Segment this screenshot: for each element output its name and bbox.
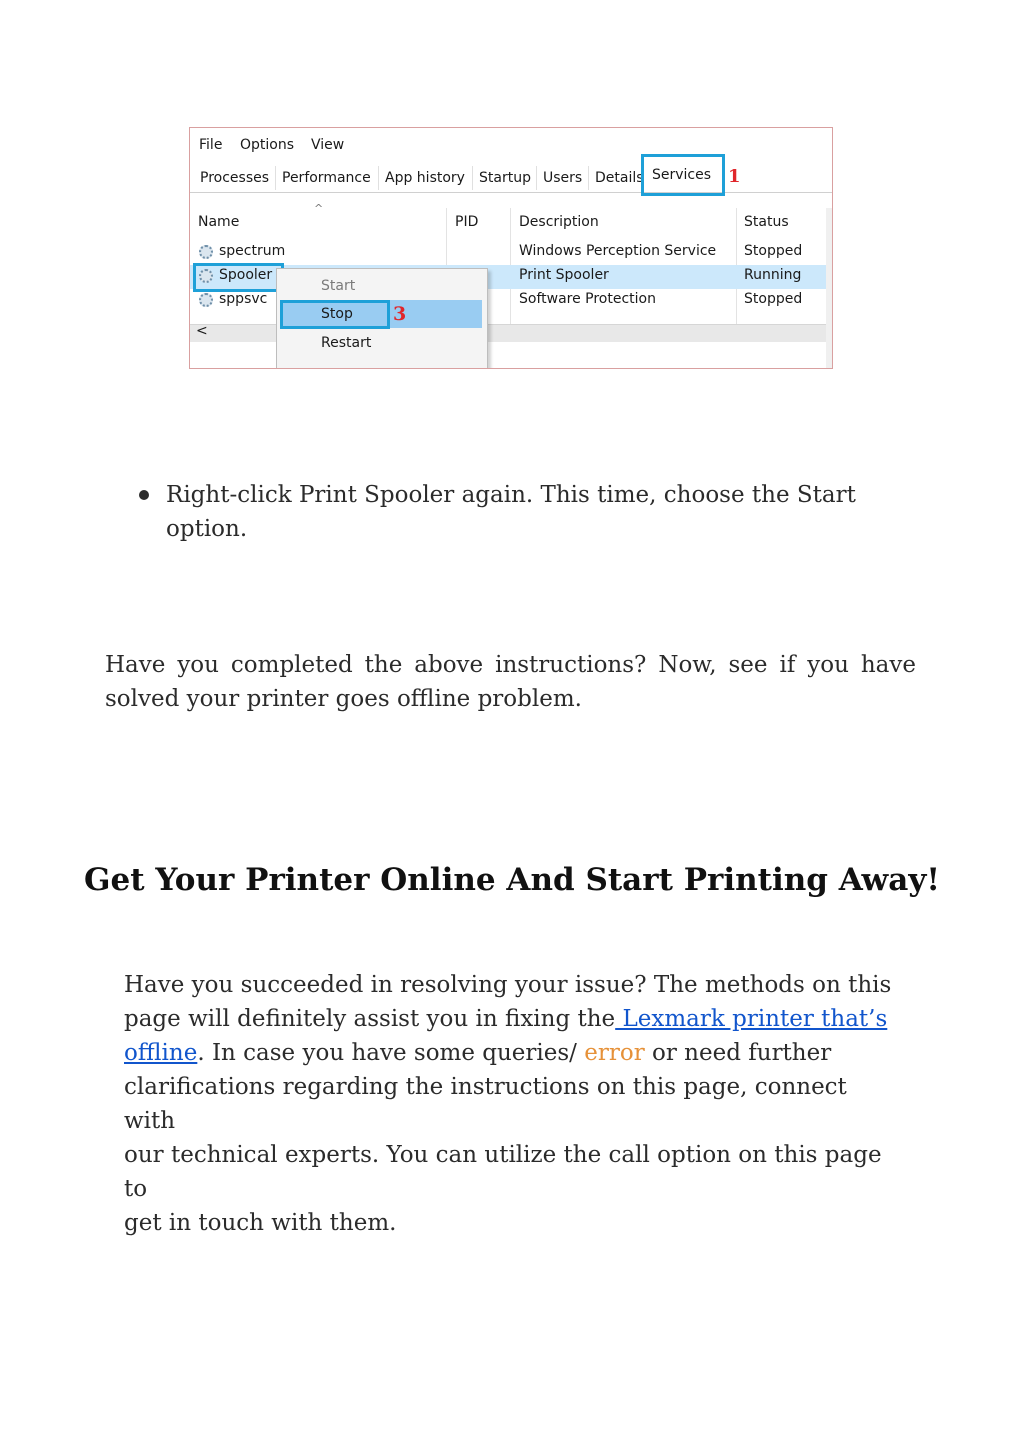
paragraph-completed [105,648,916,716]
paragraph-resolve [124,968,904,1240]
bullet-icon [139,490,149,500]
step-number-3: 3 [393,303,407,325]
stop-highlight [280,300,390,329]
tab-users[interactable]: Users [536,166,588,190]
bullet-line-2: option. [166,516,248,542]
lexmark-offline-link-cont[interactable]: offline [124,1040,198,1066]
menu-file[interactable]: File [199,137,223,153]
menu-bar [190,128,832,162]
row-description: Windows Perception Service [519,243,717,259]
context-start-item[interactable]: Start [321,278,356,294]
paragraph-line-3 [124,1036,904,1070]
row-status: Stopped [744,291,803,307]
spooler-highlight [193,263,284,292]
paragraph-line-2 [124,1002,904,1036]
menu-view[interactable]: View [311,137,345,153]
paragraph-line-1: Have you succeeded in resolving your issue? The methods on this [124,972,892,998]
section-heading: Get Your Printer Online And Start Printing Away! [84,862,940,898]
column-description[interactable]: Description [519,214,599,230]
menu-options[interactable]: Options [240,137,295,153]
service-gear-icon [199,293,213,307]
text-span: or need further [644,1040,832,1066]
row-name[interactable]: Spooler [219,267,273,283]
tab-performance[interactable]: Performance [275,166,377,190]
row-status: Stopped [744,243,803,259]
tab-details[interactable]: Details [588,166,650,190]
row-name[interactable]: sppsvc [219,291,268,307]
paragraph-line-2: solved your printer goes offline problem. [105,686,582,712]
services-tab-highlight [641,154,725,196]
tab-processes[interactable]: Processes [200,170,270,186]
text-span: page will definitely assist you in fixing the [124,1006,616,1032]
vertical-scrollbar[interactable] [826,208,832,368]
column-status[interactable]: Status [744,214,789,230]
lexmark-offline-link[interactable]: Lexmark printer that’s [615,1006,888,1032]
bullet-line-1: Right-click Print Spooler again. This time, choose the Start [166,482,856,508]
context-stop-item[interactable]: Stop [321,306,353,322]
bullet-text [166,478,906,546]
tab-startup[interactable]: Startup [472,166,537,190]
paragraph-line-4: clarifications regarding the instructions on this page, connect with [124,1074,847,1134]
context-menu [276,268,488,369]
service-gear-icon [199,245,213,259]
task-manager-screenshot [189,127,833,369]
row-description: Software Protection [519,291,656,307]
text-span: . In case you have some queries/ [197,1040,585,1066]
tab-app-history[interactable]: App history [378,166,471,190]
sort-arrow-icon: ^ [314,202,324,215]
tab-services[interactable]: Services [646,162,717,192]
paragraph-line-5: our technical experts. You can utilize the call option on this page to [124,1142,882,1202]
column-pid[interactable]: PID [455,214,479,230]
row-description: Print Spooler [519,267,609,283]
paragraph-line-6: get in touch with them. [124,1210,397,1236]
row-name[interactable]: spectrum [219,243,286,259]
row-status: Running [744,267,802,283]
step-number-1: 1 [728,166,741,187]
context-restart-item[interactable]: Restart [321,335,372,351]
scroll-left-icon[interactable]: < [196,323,208,339]
paragraph-line-1: Have you completed the above instructions? Now, see if you have [105,652,916,678]
column-name[interactable]: Name [198,214,240,230]
error-word: error [584,1040,645,1066]
